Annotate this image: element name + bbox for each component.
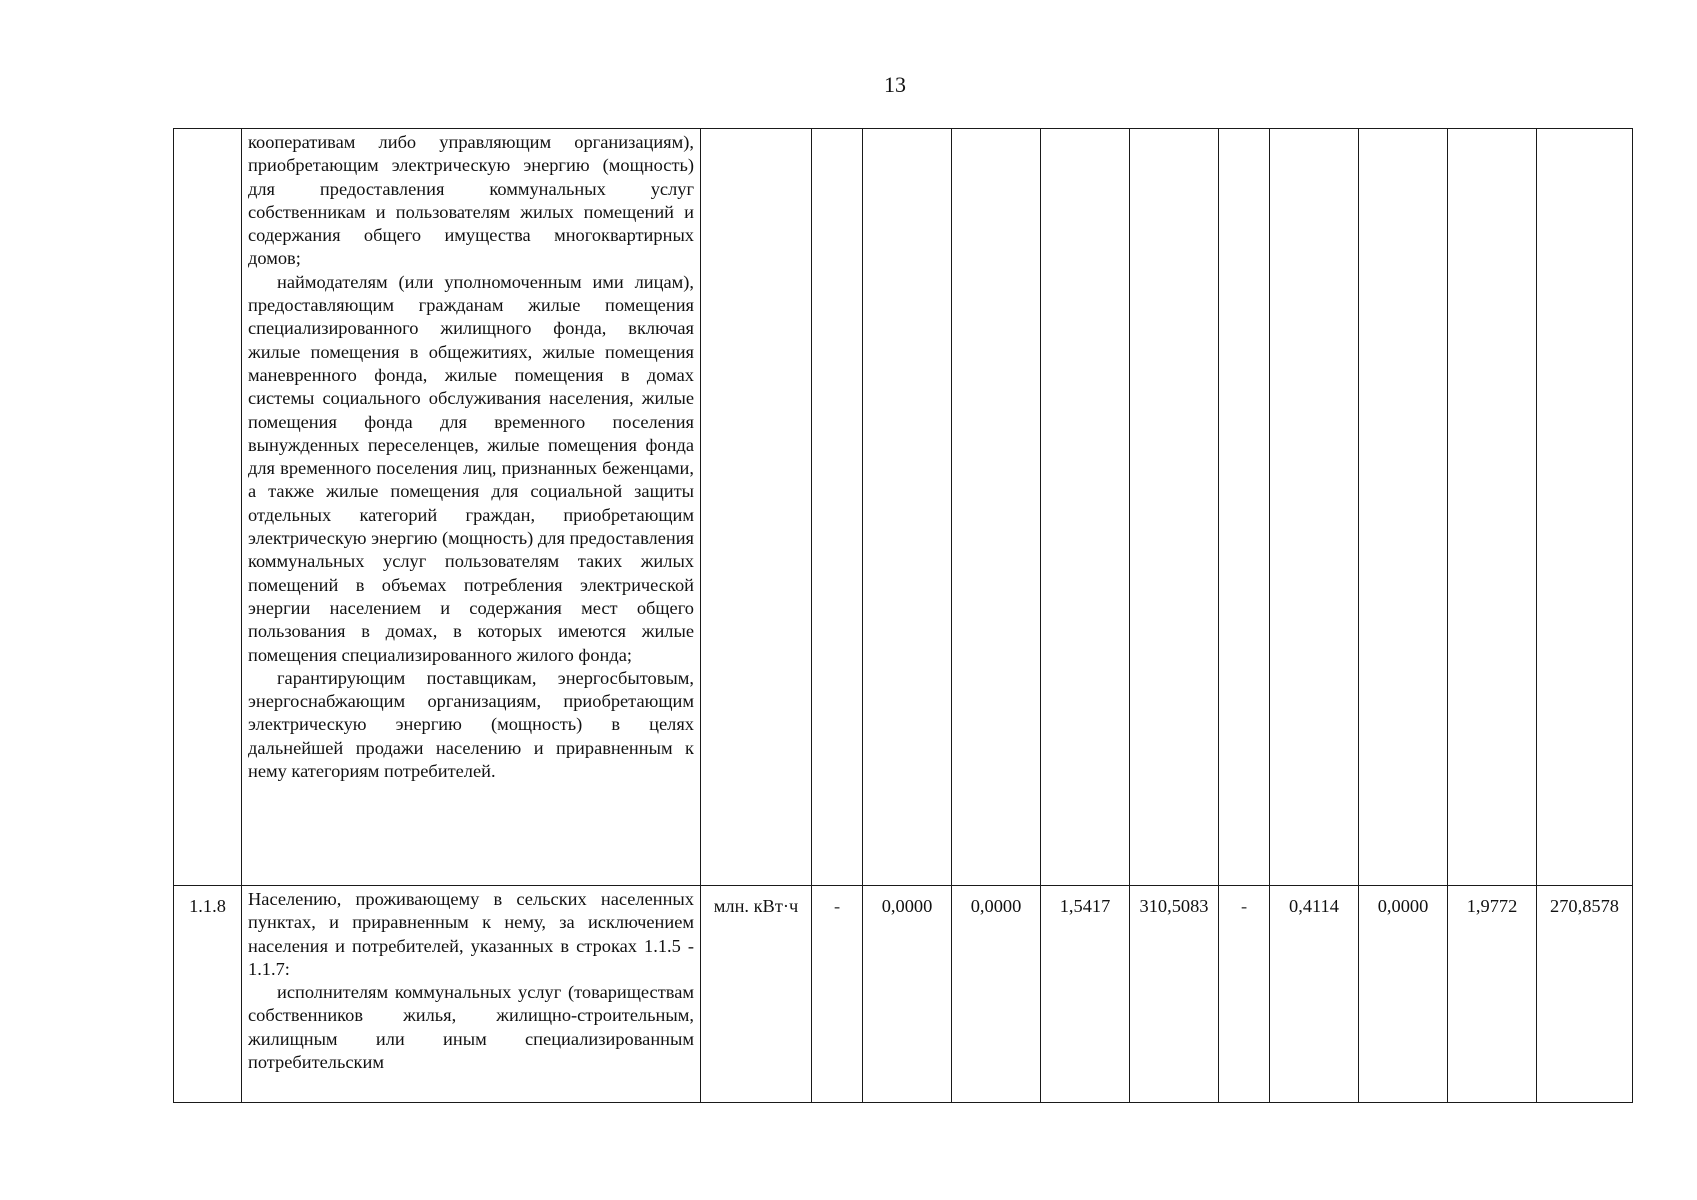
value-cell: 0,0000 xyxy=(863,886,952,1103)
value-cell xyxy=(812,129,863,886)
description-paragraph: Населению, проживающему в сельских населенных пунктах, и приравненным к нему, за исключением населения и потребителей, указанных в строках 1.1.5 - 1.1.7: xyxy=(248,889,694,979)
row-code-cell: 1.1.8 xyxy=(174,886,242,1103)
value-cell xyxy=(1041,129,1130,886)
unit-cell: млн. кВт·ч xyxy=(701,886,812,1103)
page-number: 13 xyxy=(884,72,906,97)
value-cell: - xyxy=(1219,886,1270,1103)
row-description-cell xyxy=(242,129,701,886)
row-description-cell xyxy=(242,886,701,1103)
description-paragraph: гарантирующим поставщикам, энергосбытовым, энергоснабжающим организациям, приобретающим электрическую энергию (мощность) в целях дальнейшей продажи населению и приравненным к нему категориям потребителей. xyxy=(248,667,694,782)
value-cell: 1,9772 xyxy=(1448,886,1537,1103)
value-cell: 1,5417 xyxy=(1041,886,1130,1103)
value-cell xyxy=(1270,129,1359,886)
value-cell: 270,8578 xyxy=(1537,886,1633,1103)
value-cell: 0,4114 xyxy=(1270,886,1359,1103)
value-cell xyxy=(1537,129,1633,886)
table-row xyxy=(174,886,1633,1103)
value-cell: 0,0000 xyxy=(952,886,1041,1103)
value-cell xyxy=(952,129,1041,886)
value-cell xyxy=(1359,129,1448,886)
description-paragraph: наймодателям (или уполномоченным ими лицам), предоставляющим гражданам жилые помещения специализированного жилищного фонда, включая жилые помещения в общежитиях, жилые помещения маневренного фонда, жилые помещения в домах системы социального обслуживания населения, жилые помещения фонда для временного поселения вынужденных переселенцев, жилые помещения фонда для временного поселения лиц, признанных беженцами, а также жилые помещения для социальной защиты отдельных категорий граждан, приобретающим электрическую энергию (мощность) для предоставления коммунальных услуг пользователям таких жилых помещений в объемах потребления электрической энергии населением и содержания мест общего пользования в домах, в которых имеются жилые помещения специализированного жилого фонда; xyxy=(248,271,694,665)
value-cell xyxy=(1448,129,1537,886)
value-cell: - xyxy=(812,886,863,1103)
value-cell xyxy=(1219,129,1270,886)
value-cell: 310,5083 xyxy=(1130,886,1219,1103)
unit-cell xyxy=(701,129,812,886)
value-cell: 0,0000 xyxy=(1359,886,1448,1103)
table-row xyxy=(174,129,1633,886)
description-paragraph: кооперативам либо управляющим организациям), приобретающим электрическую энергию (мощность) для предоставления коммунальных услуг собственникам и пользователям жилых помещений и содержания общего имущества многоквартирных домов; xyxy=(248,132,694,269)
value-cell xyxy=(1130,129,1219,886)
row-code-cell xyxy=(174,129,242,886)
value-cell xyxy=(863,129,952,886)
tariff-table xyxy=(173,128,1633,1103)
description-paragraph: исполнителям коммунальных услуг (товариществам собственников жилья, жилищно-строительным, жилищным или иным специализированным потребительским xyxy=(248,982,694,1073)
